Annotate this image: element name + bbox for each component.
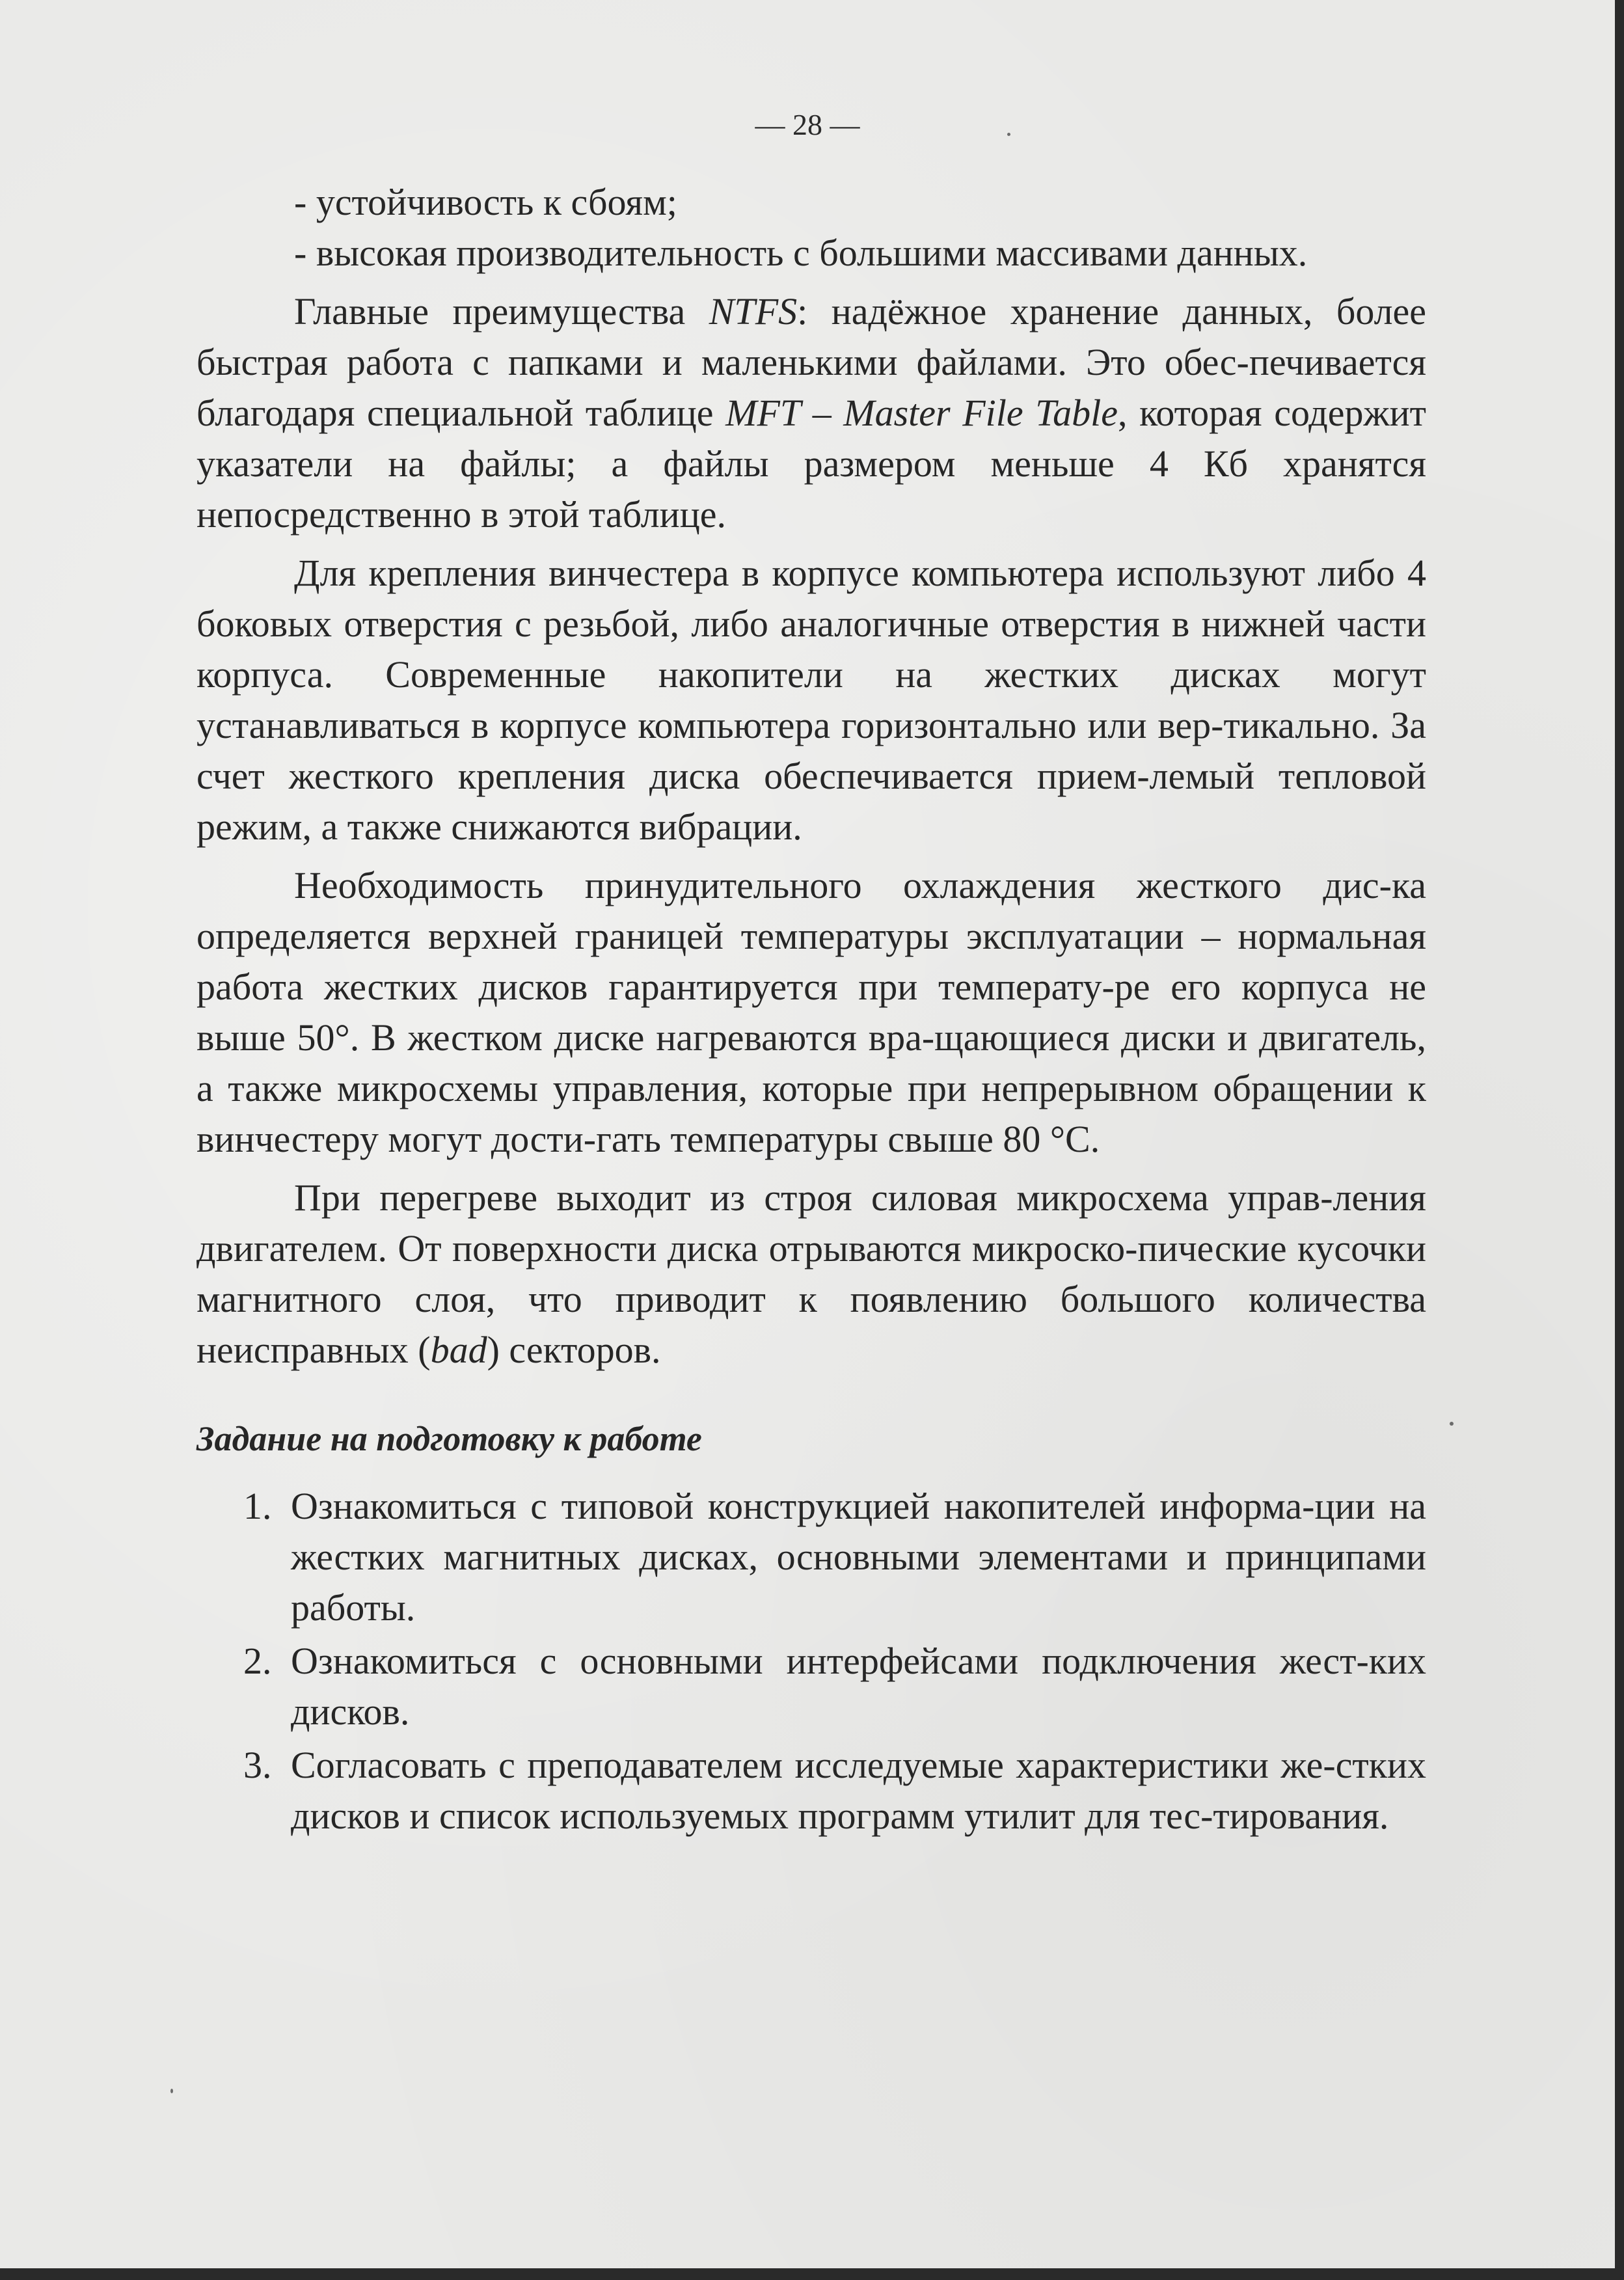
task-number: 2. bbox=[243, 1640, 272, 1682]
bullet-item: - высокая производительность с большими массивами данных. bbox=[294, 232, 1308, 274]
paragraph-overheat bbox=[196, 1173, 1426, 1376]
scan-speck bbox=[170, 2089, 173, 2093]
task-list bbox=[196, 1481, 1426, 1841]
scan-speck bbox=[1007, 133, 1010, 136]
term-bad: bad bbox=[430, 1329, 487, 1371]
task-number: 3. bbox=[243, 1744, 272, 1786]
task-number: 1. bbox=[243, 1485, 272, 1527]
task-text: Ознакомиться с основными интерфейсами подключения жест-ких дисков. bbox=[291, 1640, 1426, 1733]
term-ntfs: NTFS bbox=[709, 290, 798, 332]
task-item bbox=[196, 1481, 1426, 1633]
task-text: Согласовать с преподавателем исследуемые характеристики же-стких дисков и список используемых программ утилит для тес-тирования. bbox=[291, 1744, 1426, 1837]
text-run: При перегреве выходит из строя силовая микросхема управ-ления двигателем. От поверхности диска отрываются микроско-пические кусочки магнитного слоя, что приводит к появлению большого количества неисправных ( bbox=[196, 1176, 1426, 1371]
task-text: Ознакомиться с типовой конструкцией накопителей информа-ции на жестких магнитных дисках, основными элементами и принципами работы. bbox=[291, 1485, 1426, 1629]
text-run: ) секторов. bbox=[487, 1329, 661, 1371]
paragraph-cooling: Необходимость принудительного охлаждения жесткого дис-ка определяется верхней границей температуры эксплуатации – нормальная работа жестких дисков гарантируется при температу-ре его корпуса не выше 50°. В жестком диске нагреваются вра-щающиеся диски и двигатель, а также микросхемы управления, которые при непрерывном обращении к винчестеру могут дости-гать температуры свыше 80 °С. bbox=[196, 864, 1426, 1160]
body-text bbox=[196, 177, 1426, 1844]
scan-speck bbox=[1450, 1422, 1454, 1426]
bullet-item: - устойчивость к сбоям; bbox=[294, 181, 677, 223]
section-title: Задание на подготовку к работе bbox=[196, 1419, 702, 1458]
term-mft: MFT – Master File Table bbox=[725, 392, 1118, 434]
text-run: Главные преимущества bbox=[294, 290, 709, 332]
text-run: , которая содержит указатели на файлы; а файлы размером меньше 4 Кб хранятся непосредственно в этой таблице. bbox=[196, 392, 1426, 536]
page-number: — 28 — bbox=[755, 108, 860, 141]
text-run: : надёжное хранение данных, более быстрая работа с папками и маленькими файлами. Это обес-печивается благодаря специальной таблице bbox=[196, 290, 1426, 434]
paragraph-mounting: Для крепления винчестера в корпусе компьютера используют либо 4 боковых отверстия с резьбой, либо аналогичные отверстия в нижней части корпуса. Современные накопители на жестких дисках могут устанавливаться в корпусе компьютера горизонтально или вер-тикально. За счет жесткого крепления диска обеспечивается прием-лемый тепловой режим, а также снижаются вибрации. bbox=[196, 552, 1426, 848]
task-item bbox=[196, 1636, 1426, 1737]
task-item bbox=[196, 1740, 1426, 1841]
paragraph-ntfs bbox=[196, 286, 1426, 540]
